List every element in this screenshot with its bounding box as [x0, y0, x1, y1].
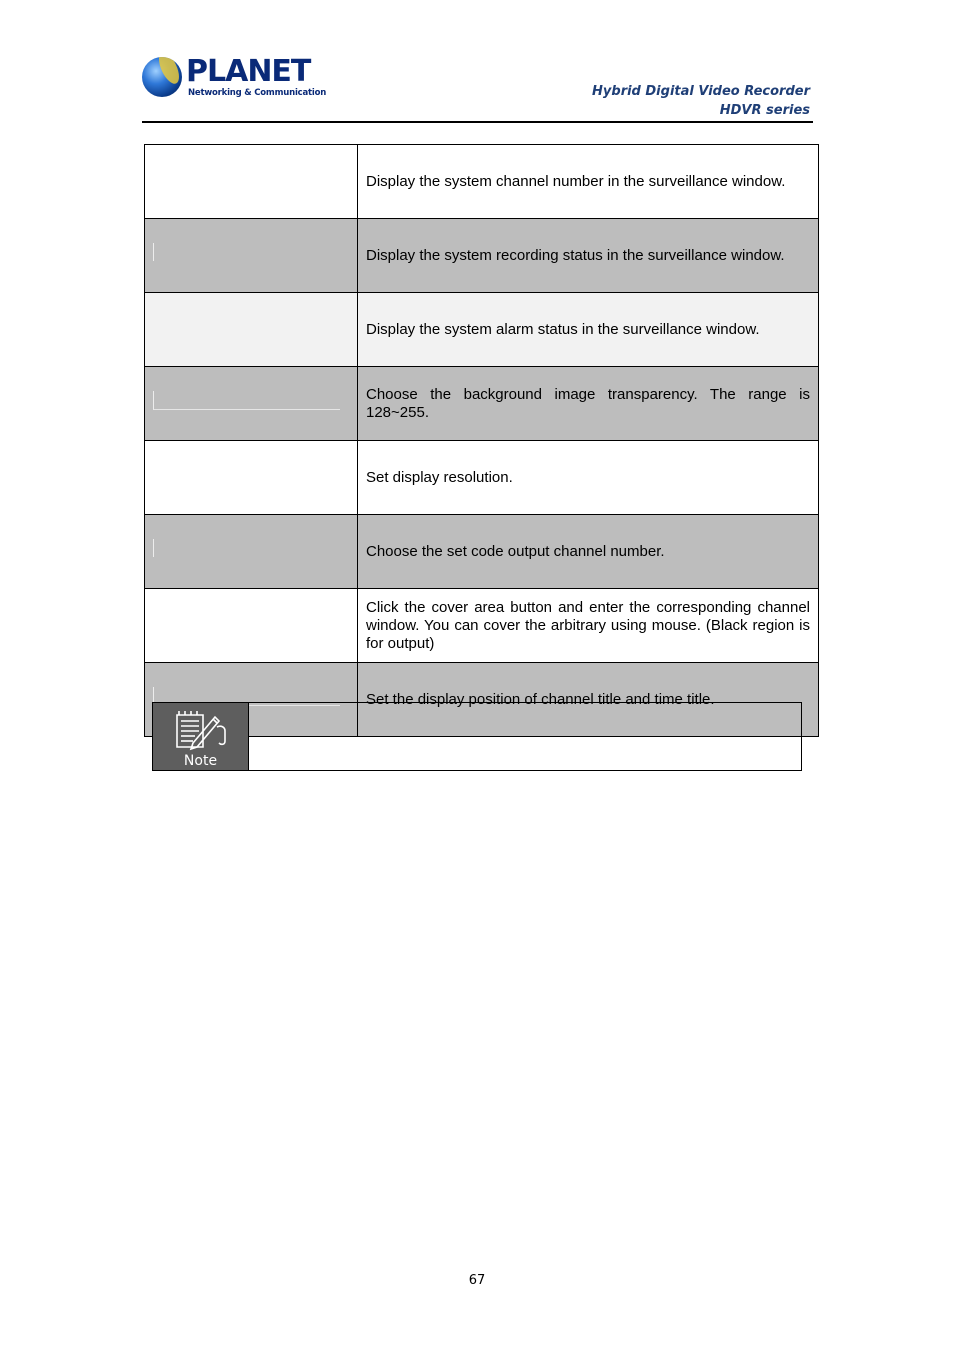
label-placeholder	[153, 243, 340, 261]
label-placeholder	[153, 391, 340, 410]
globe-icon	[142, 57, 182, 97]
logo-wordmark: PLANET	[186, 54, 311, 89]
table-row	[145, 515, 819, 589]
note-box	[152, 702, 802, 771]
label-cell	[145, 367, 358, 441]
label-placeholder	[153, 539, 340, 557]
description-cell: Display the system alarm status in the surveillance window.	[358, 293, 819, 367]
page-number: 67	[468, 1273, 486, 1288]
table-row	[145, 293, 819, 367]
table-row	[145, 441, 819, 515]
table-row	[145, 145, 819, 219]
table-row	[145, 219, 819, 293]
label-cell	[145, 219, 358, 293]
osd-settings-table	[144, 144, 819, 737]
description-cell: Set display resolution.	[358, 441, 819, 515]
logo-tagline: Networking & Communication	[188, 88, 327, 98]
label-cell	[145, 589, 358, 663]
label-cell	[145, 293, 358, 367]
label-cell	[145, 441, 358, 515]
description-cell: Set the display position of channel title and time title.	[358, 663, 819, 737]
description-cell: Display the system channel number in the surveillance window.	[358, 145, 819, 219]
header-product-info	[592, 82, 810, 120]
label-cell	[145, 145, 358, 219]
description-cell: Click the cover area button and enter the corresponding channel window. You can cover the arbitrary using mouse. (Black region is for output)	[358, 589, 819, 663]
description-cell: Choose the background image transparency. The range is 128~255.	[358, 367, 819, 441]
planet-logo	[142, 54, 327, 101]
table-row	[145, 367, 819, 441]
note-icon-panel	[153, 703, 249, 770]
note-pad-pen-icon	[171, 707, 229, 753]
note-label: Note	[183, 753, 218, 769]
table-row	[145, 589, 819, 663]
description-cell: Display the system recording status in the surveillance window.	[358, 219, 819, 293]
label-cell	[145, 515, 358, 589]
header-divider	[142, 121, 813, 123]
description-cell: Choose the set code output channel number.	[358, 515, 819, 589]
product-line-title: Hybrid Digital Video Recorder	[592, 84, 810, 99]
series-title: HDVR series	[719, 103, 810, 118]
